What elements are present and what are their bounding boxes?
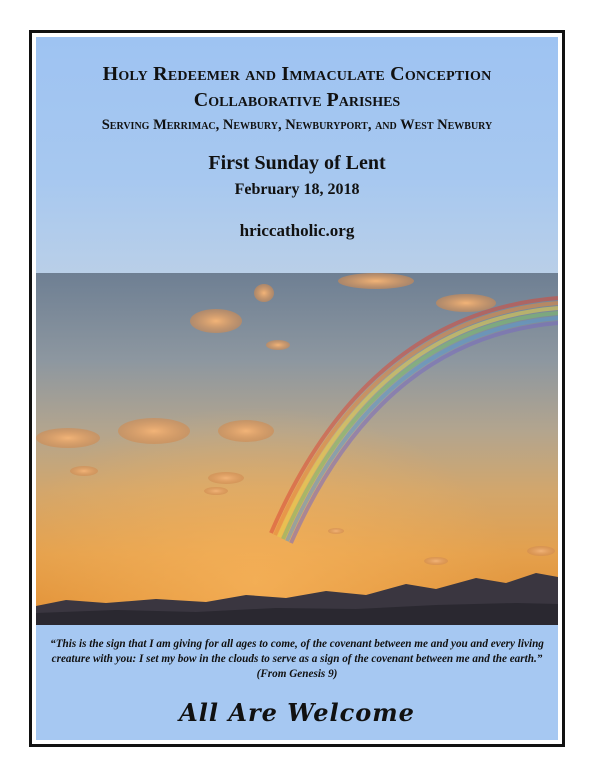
parish-subtitle: Collaborative Parishes [193, 89, 401, 111]
scripture-quote: “This is the sign that I am giving for all ages to come, of the covenant between me and you and every living creature with you: I set my bow in the clouds to serve as a sign of the covenant between me and the earth.” (From Genesis 9) [50, 638, 544, 680]
website-link[interactable]: hriccatholic.org [239, 221, 355, 240]
liturgical-occasion: First Sunday of Lent [208, 152, 386, 174]
bulletin-cover [29, 30, 565, 747]
parish-title: Holy Redeemer and Immaculate Conception [102, 63, 492, 85]
welcome-banner: All Are Welcome [179, 698, 415, 727]
service-area: Serving Merrimac, Newbury, Newburyport, and West Newbury [101, 117, 493, 133]
rainbow-sunset-photo [36, 273, 558, 625]
header-band [36, 37, 558, 273]
bulletin-date: February 18, 2018 [234, 181, 360, 198]
footer-band [36, 625, 558, 740]
rainbow-landscape-image [36, 273, 558, 625]
